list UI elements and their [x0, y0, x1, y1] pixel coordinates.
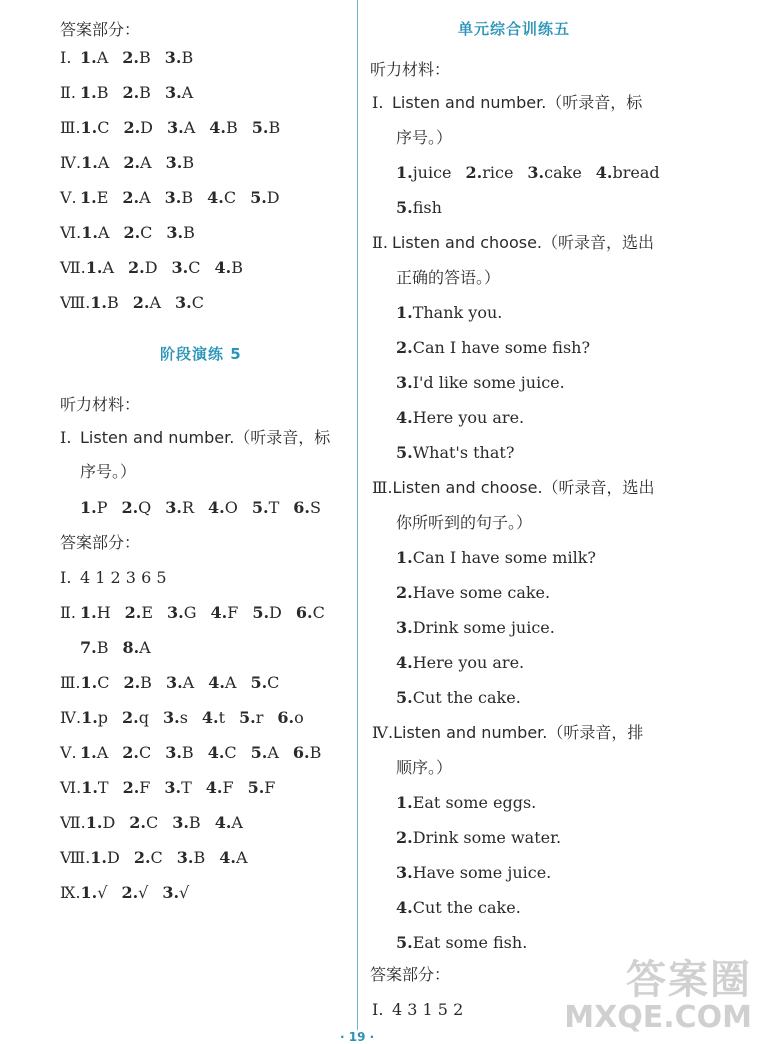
- page-number: · 19 ·: [340, 1030, 375, 1044]
- item-answer: B: [107, 293, 119, 312]
- item-number: 3.: [166, 223, 184, 242]
- item-answer: B: [181, 188, 194, 207]
- item-answer: T: [97, 778, 109, 797]
- item-number: 2.: [123, 118, 141, 137]
- item-answer: S: [309, 498, 321, 517]
- item-answer: A: [235, 848, 248, 867]
- item-number: 1.: [81, 778, 98, 797]
- answer-row: [60, 813, 243, 833]
- answer-row: [80, 498, 321, 518]
- question-line: [396, 268, 500, 288]
- item-number: 4.: [208, 498, 225, 517]
- roman-numeral: Ⅵ.: [60, 778, 82, 797]
- roman-numeral: Ⅰ.: [60, 48, 72, 67]
- item-number: 1.: [90, 293, 107, 312]
- script-line: [396, 653, 524, 673]
- item-answer: B: [96, 83, 109, 102]
- item-answer: A: [231, 813, 243, 832]
- item-number: 3.: [165, 743, 182, 762]
- item-answer: q: [138, 708, 149, 727]
- answer-row: [60, 48, 193, 68]
- item-answer: o: [294, 708, 304, 727]
- roman-numeral: Ⅰ.: [60, 568, 72, 587]
- question-text: 顺序。）: [396, 758, 453, 777]
- item-answer: B: [268, 118, 281, 137]
- script-line: [396, 933, 527, 953]
- answer-row: [60, 883, 189, 903]
- script-line: [396, 618, 555, 638]
- watermark: [564, 958, 752, 1034]
- item-number: 1.: [81, 153, 98, 172]
- item-answer: Eat some eggs.: [412, 793, 537, 812]
- listening-heading-text: 听力材料：: [60, 395, 141, 414]
- question-line: [396, 128, 452, 148]
- item-number: 4.: [205, 778, 223, 797]
- item-number: 2.: [396, 338, 413, 357]
- item-number: 2.: [122, 743, 139, 762]
- watermark-logo-text: 答案圈: [626, 957, 752, 1003]
- item-number: 3.: [165, 498, 182, 517]
- script-line: [396, 443, 514, 463]
- item-number: 2.: [133, 848, 151, 867]
- question-text: 序号。）: [396, 128, 453, 147]
- item-answer: Cut the cake.: [412, 688, 521, 707]
- roman-numeral: Ⅱ.: [372, 233, 388, 252]
- item-number: 4.: [207, 188, 224, 207]
- item-answer: C: [191, 293, 204, 312]
- question-line: [372, 93, 642, 113]
- item-number: 5.: [251, 118, 269, 137]
- item-number: 2.: [396, 583, 413, 602]
- item-answer: Drink some water.: [412, 828, 562, 847]
- item-answer: I'd like some juice.: [412, 373, 565, 392]
- item-number: 4.: [208, 673, 225, 692]
- answer-row: [60, 848, 248, 868]
- question-line: [372, 478, 655, 498]
- item-number: 1.: [90, 848, 107, 867]
- item-answer: A: [139, 638, 151, 657]
- item-number: 5.: [250, 188, 267, 207]
- item-number: 1.: [85, 813, 103, 832]
- item-answer: C: [140, 223, 153, 242]
- script-line: [396, 163, 660, 183]
- item-number: 3.: [164, 83, 182, 102]
- item-number: 5.: [250, 743, 268, 762]
- question-text: 正确的答语。）: [396, 268, 501, 287]
- item-answer: C: [312, 603, 325, 622]
- question-line: [372, 723, 643, 743]
- roman-numeral: Ⅶ.: [60, 813, 86, 832]
- item-number: 1.: [81, 223, 98, 242]
- script-line: [396, 688, 521, 708]
- item-answer: Here you are.: [412, 408, 525, 427]
- item-answer: fish: [412, 198, 442, 217]
- listening-heading-text: 听力材料：: [370, 60, 451, 79]
- item-number: 5.: [252, 603, 270, 622]
- item-answer: Thank you.: [412, 303, 503, 322]
- item-answer: C: [138, 743, 152, 762]
- item-answer: P: [96, 498, 108, 517]
- item-answer: B: [182, 153, 195, 172]
- question-text: Listen and choose.（听录音，选出: [392, 478, 655, 497]
- answer-row: [60, 743, 321, 763]
- answer-row: [60, 603, 325, 623]
- item-answer: F: [222, 778, 234, 797]
- item-number: 3.: [167, 603, 184, 622]
- item-answer: B: [193, 848, 206, 867]
- item-number: 1.: [396, 793, 413, 812]
- item-number: 5.: [396, 933, 413, 952]
- item-number: 7.: [80, 638, 97, 657]
- item-number: 3.: [175, 293, 192, 312]
- item-number: 2.: [122, 188, 140, 207]
- question-line: [372, 233, 654, 253]
- item-number: 3.: [527, 163, 545, 182]
- item-answer: C: [188, 258, 201, 277]
- item-answer: A: [182, 673, 195, 692]
- answer-row: [60, 118, 280, 138]
- answer-row: [60, 778, 275, 798]
- item-number: 4.: [595, 163, 613, 182]
- item-number: 1.: [396, 548, 413, 567]
- item-answer: A: [183, 118, 196, 137]
- item-number: 3.: [165, 673, 183, 692]
- item-number: 5.: [247, 778, 265, 797]
- item-number: 4.: [214, 258, 232, 277]
- answer-row: [80, 638, 151, 658]
- item-answer: D: [269, 603, 282, 622]
- item-number: 4.: [219, 848, 236, 867]
- item-answer: √: [97, 883, 108, 902]
- item-answer: D: [266, 188, 280, 207]
- roman-numeral: Ⅴ.: [60, 743, 77, 762]
- item-number: 4.: [214, 813, 232, 832]
- answer-row: [60, 568, 167, 588]
- item-answer: B: [140, 673, 152, 692]
- answers-heading: [60, 20, 140, 40]
- item-number: 3.: [164, 778, 182, 797]
- item-answer: p: [97, 708, 109, 727]
- item-answer: E: [96, 188, 109, 207]
- item-number: 3.: [165, 153, 183, 172]
- item-number: 3.: [176, 848, 194, 867]
- item-answer: D: [144, 258, 158, 277]
- section-title: 阶段演练 5: [160, 345, 242, 363]
- item-number: 1.: [80, 498, 97, 517]
- item-answer: B: [183, 223, 195, 242]
- item-answer: What's that?: [412, 443, 515, 462]
- item-answer: A: [267, 743, 279, 762]
- roman-numeral: Ⅷ.: [60, 848, 91, 867]
- item-number: 1.: [81, 708, 98, 727]
- question-text: Listen and number.（听录音，排: [393, 723, 644, 742]
- roman-numeral: Ⅱ.: [60, 603, 76, 622]
- item-number: 2.: [121, 883, 139, 902]
- item-answer: C: [97, 118, 110, 137]
- item-answer: juice: [412, 163, 452, 182]
- unit-title: 单元综合训练五: [458, 20, 571, 38]
- watermark-site-text: MXQE.COM: [564, 1000, 752, 1035]
- item-number: 6.: [292, 743, 310, 762]
- item-number: 2.: [122, 48, 139, 67]
- item-answer: A: [181, 83, 194, 102]
- roman-numeral: Ⅳ.: [60, 153, 82, 172]
- script-line: [396, 583, 550, 603]
- item-answer: Here you are.: [412, 653, 525, 672]
- item-number: 1.: [80, 188, 97, 207]
- answer-row: [60, 673, 279, 693]
- answers-heading-text: 答案部分：: [60, 533, 141, 552]
- item-answer: D: [140, 118, 153, 137]
- item-answer: Can I have some fish?: [412, 338, 591, 357]
- roman-numeral: Ⅰ.: [60, 428, 72, 447]
- item-answer: Eat some fish.: [412, 933, 528, 952]
- item-number: 1.: [80, 743, 97, 762]
- answer-sequence: 4 1 2 3 6 5: [80, 568, 167, 587]
- item-answer: A: [96, 743, 109, 762]
- item-answer: bread: [612, 163, 660, 182]
- item-number: 5.: [396, 198, 413, 217]
- item-answer: rice: [482, 163, 514, 182]
- item-answer: F: [264, 778, 276, 797]
- item-answer: F: [139, 778, 151, 797]
- item-number: 1.: [80, 83, 97, 102]
- item-number: 3.: [396, 863, 413, 882]
- script-line: [396, 898, 521, 918]
- question-text: 你所听到的句子。）: [396, 513, 533, 532]
- answer-row: [60, 708, 304, 728]
- item-answer: Can I have some milk?: [412, 548, 596, 567]
- script-line: [396, 338, 590, 358]
- roman-numeral: Ⅲ.: [60, 673, 81, 692]
- item-number: 2.: [396, 828, 413, 847]
- item-number: 1.: [396, 163, 413, 182]
- item-number: 5.: [396, 443, 413, 462]
- item-answer: B: [225, 118, 238, 137]
- item-answer: A: [139, 188, 151, 207]
- item-answer: C: [224, 743, 237, 762]
- item-number: 1.: [80, 673, 98, 692]
- item-answer: B: [309, 743, 322, 762]
- item-answer: H: [96, 603, 111, 622]
- answers-heading-text: 答案部分：: [60, 20, 141, 39]
- question-text: Listen and number.（听录音，标: [392, 93, 643, 112]
- answer-row: [60, 293, 204, 313]
- item-answer: C: [145, 813, 159, 832]
- answers-heading-text: 答案部分：: [370, 965, 451, 984]
- item-answer: r: [255, 708, 264, 727]
- item-answer: B: [181, 48, 194, 67]
- item-answer: E: [141, 603, 154, 622]
- item-number: 6.: [293, 498, 310, 517]
- item-answer: C: [97, 673, 110, 692]
- item-answer: Have some juice.: [412, 863, 552, 882]
- item-answer: A: [224, 673, 237, 692]
- item-answer: t: [218, 708, 226, 727]
- answer-row: [60, 258, 243, 278]
- item-number: 1.: [80, 118, 98, 137]
- item-number: 1.: [80, 603, 97, 622]
- item-answer: A: [102, 258, 114, 277]
- item-number: 3.: [171, 258, 189, 277]
- item-number: 4.: [396, 898, 413, 917]
- item-number: 2.: [465, 163, 483, 182]
- script-line: [396, 828, 561, 848]
- item-answer: R: [182, 498, 195, 517]
- roman-numeral: Ⅵ.: [60, 223, 82, 242]
- item-answer: Drink some juice.: [412, 618, 555, 637]
- item-number: 8.: [122, 638, 140, 657]
- question-line: [396, 513, 532, 533]
- item-number: 3.: [172, 813, 189, 832]
- item-answer: Cut the cake.: [412, 898, 521, 917]
- item-answer: G: [183, 603, 197, 622]
- item-number: 2.: [122, 778, 140, 797]
- listening-heading: [370, 60, 450, 80]
- item-number: 4.: [396, 408, 413, 427]
- item-answer: B: [96, 638, 109, 657]
- roman-numeral: Ⅰ.: [372, 93, 384, 112]
- roman-numeral: Ⅳ.: [60, 708, 82, 727]
- item-answer: A: [149, 293, 162, 312]
- answer-row: [60, 188, 280, 208]
- script-line: [396, 863, 551, 883]
- item-answer: C: [150, 848, 163, 867]
- roman-numeral: Ⅲ.: [60, 118, 81, 137]
- item-number: 3.: [167, 118, 184, 137]
- script-line: [396, 793, 536, 813]
- roman-numeral: Ⅳ.: [372, 723, 394, 742]
- item-answer: √: [179, 883, 190, 902]
- item-number: 3.: [162, 708, 180, 727]
- item-answer: T: [268, 498, 280, 517]
- roman-numeral: Ⅶ.: [60, 258, 86, 277]
- question-line: [60, 428, 330, 448]
- script-line: [396, 408, 524, 428]
- item-number: 3.: [164, 48, 182, 67]
- item-answer: B: [139, 83, 151, 102]
- roman-numeral: Ⅸ.: [60, 883, 81, 902]
- item-answer: T: [181, 778, 192, 797]
- item-number: 5.: [396, 688, 413, 707]
- roman-numeral: Ⅴ.: [60, 188, 77, 207]
- item-answer: A: [97, 223, 110, 242]
- roman-numeral: Ⅱ.: [60, 83, 76, 102]
- answers-heading: [370, 965, 450, 985]
- item-number: 1.: [80, 48, 97, 67]
- question-text: 序号。）: [80, 462, 137, 481]
- item-answer: s: [179, 708, 188, 727]
- item-answer: A: [97, 153, 110, 172]
- item-number: 2.: [123, 223, 141, 242]
- item-number: 2.: [129, 813, 146, 832]
- item-number: 5.: [251, 498, 269, 517]
- item-answer: Have some cake.: [412, 583, 551, 602]
- item-number: 2.: [123, 153, 141, 172]
- item-answer: B: [188, 813, 201, 832]
- item-answer: F: [227, 603, 239, 622]
- item-number: 3.: [396, 618, 413, 637]
- item-number: 2.: [123, 673, 141, 692]
- item-answer: Q: [138, 498, 152, 517]
- answer-sequence: 4 3 1 5 2: [392, 1000, 464, 1019]
- item-number: 5.: [250, 673, 268, 692]
- listening-heading: [60, 395, 140, 415]
- answer-row: [60, 223, 195, 243]
- item-number: 4.: [210, 603, 228, 622]
- script-line: [396, 373, 565, 393]
- script-line: [396, 303, 502, 323]
- answers-heading: [60, 533, 140, 553]
- item-number: 4.: [396, 653, 413, 672]
- question-text: Listen and number.（听录音，标: [80, 428, 331, 447]
- item-number: 4.: [209, 118, 226, 137]
- item-number: 4.: [207, 743, 225, 762]
- item-number: 6.: [295, 603, 313, 622]
- answer-row: [60, 153, 194, 173]
- item-number: 2.: [122, 83, 140, 102]
- item-answer: C: [267, 673, 280, 692]
- item-number: 2.: [132, 293, 150, 312]
- item-number: 6.: [277, 708, 295, 727]
- item-answer: O: [224, 498, 238, 517]
- item-number: 3.: [164, 188, 182, 207]
- item-number: 1.: [396, 303, 413, 322]
- item-number: 2.: [121, 498, 139, 517]
- item-answer: A: [140, 153, 152, 172]
- item-number: 2.: [124, 603, 142, 622]
- question-text: Listen and choose.（听录音，选出: [392, 233, 655, 252]
- roman-numeral: Ⅰ.: [372, 1000, 384, 1019]
- item-answer: D: [107, 848, 120, 867]
- item-number: 2.: [122, 708, 139, 727]
- item-answer: A: [96, 48, 109, 67]
- item-answer: cake: [544, 163, 582, 182]
- item-answer: C: [223, 188, 237, 207]
- script-line: [396, 198, 442, 218]
- item-number: 1.: [85, 258, 103, 277]
- question-line: [80, 462, 136, 482]
- question-line: [396, 758, 452, 778]
- roman-numeral: Ⅷ.: [60, 293, 91, 312]
- answer-row: [60, 83, 193, 103]
- column-divider: [357, 0, 358, 1030]
- item-answer: √: [138, 883, 149, 902]
- item-number: 5.: [239, 708, 256, 727]
- item-number: 1.: [80, 883, 98, 902]
- item-number: 3.: [396, 373, 413, 392]
- item-number: 2.: [128, 258, 145, 277]
- item-number: 3.: [162, 883, 180, 902]
- script-line: [396, 548, 596, 568]
- answer-row: [372, 1000, 463, 1020]
- item-answer: B: [181, 743, 194, 762]
- item-answer: B: [138, 48, 151, 67]
- item-answer: B: [231, 258, 243, 277]
- item-number: 4.: [201, 708, 219, 727]
- item-answer: D: [102, 813, 116, 832]
- roman-numeral: Ⅲ.: [372, 478, 393, 497]
